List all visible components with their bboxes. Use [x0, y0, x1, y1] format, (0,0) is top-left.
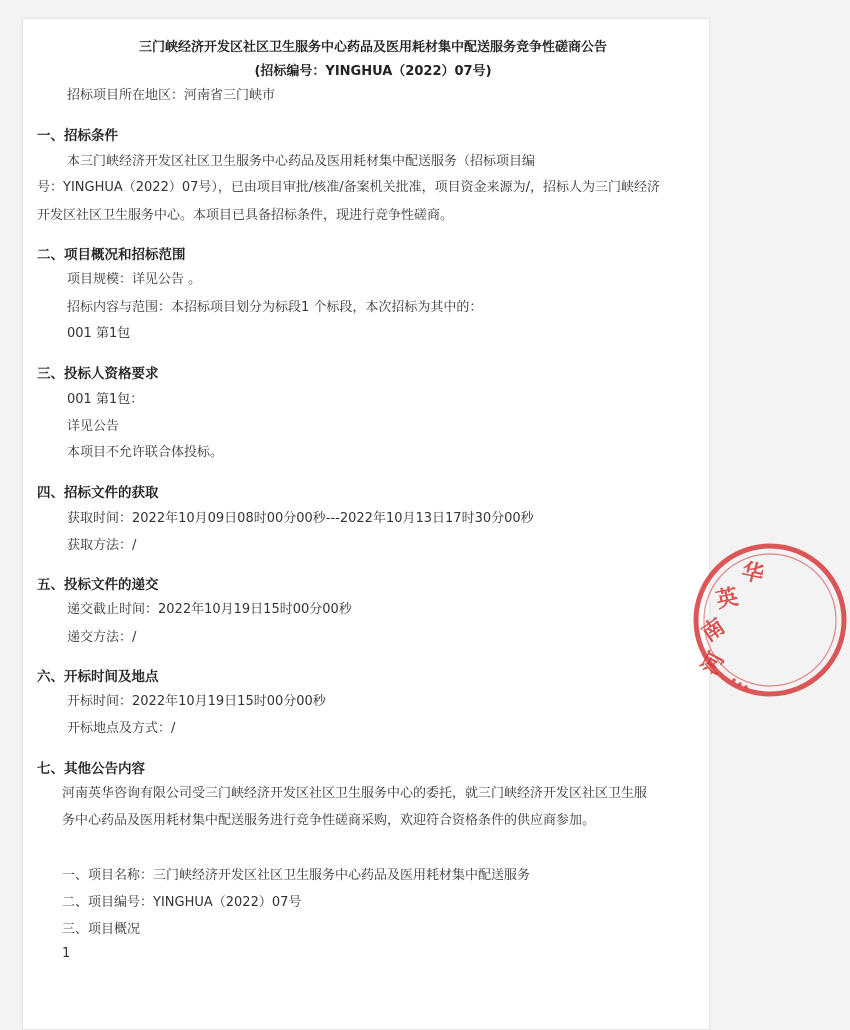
tender-number-title: (招标编号：YINGHUA（2022）07号) [254, 64, 492, 79]
section-4-line-1: 获取时间：2022年10月09日08时00分00秒---2022年10月13日17时30分00秒 [67, 511, 534, 526]
section-6-line-1: 开标时间：2022年10月19日15时00分00秒 [67, 694, 326, 709]
section-7-line-4: 二、项目编号：YINGHUA（2022）07号 [62, 895, 302, 910]
project-region: 招标项目所在地区：河南省三门峡市 [67, 88, 276, 103]
section-heading-3: 三、投标人资格要求 [37, 366, 159, 382]
svg-text:南: 南 [697, 614, 730, 648]
section-heading-7: 七、其他公告内容 [37, 761, 145, 777]
section-1-line-1: 本三门峡经济开发区社区卫生服务中心药品及医用耗材集中配送服务（招标项目编 [67, 154, 536, 169]
section-heading-5: 五、投标文件的递交 [37, 577, 159, 593]
svg-text:华: 华 [739, 559, 767, 589]
section-2-line-2: 招标内容与范围：本招标项目划分为标段1 个标段，本次招标为其中的： [67, 300, 483, 315]
section-7-line-2: 务中心药品及医用耗材集中配送服务进行竞争性磋商采购，欢迎符合资格条件的供应商参加。 [62, 813, 596, 828]
svg-text:英: 英 [713, 584, 741, 614]
section-heading-1: 一、招标条件 [37, 128, 118, 144]
section-5-line-2: 递交方法：/ [67, 630, 137, 645]
section-6-line-2: 开标地点及方式：/ [67, 721, 176, 736]
company-seal-icon [690, 540, 850, 700]
section-heading-2: 二、项目概况和招标范围 [37, 247, 186, 263]
section-heading-6: 六、开标时间及地点 [37, 669, 159, 685]
section-1-line-3: 开发区社区卫生服务中心。本项目已具备招标条件，现进行竞争性磋商。 [37, 208, 454, 223]
section-2-line-1: 项目规模：详见公告 。 [67, 272, 202, 287]
section-7-line-1: 河南英华咨询有限公司受三门峡经济开发区社区卫生服务中心的委托，就三门峡经济开发区社区卫生服 [62, 786, 648, 801]
section-3-line-3: 本项目不允许联合体投标。 [67, 445, 224, 460]
document-title: 三门峡经济开发区社区卫生服务中心药品及医用耗材集中配送服务竞争性磋商公告 [138, 40, 607, 55]
section-7-line-5: 三、项目概况 [62, 922, 141, 937]
section-1-line-2: 号：YINGHUA（2022）07号），已由项目审批/核准/备案机关批准，项目资金来源为/，招标人为三门峡经济 [37, 180, 661, 195]
section-2-line-3: 001 第1包 [67, 326, 131, 341]
section-heading-4: 四、招标文件的获取 [37, 485, 159, 501]
section-3-line-1: 001 第1包： [67, 392, 144, 407]
section-3-line-2: 详见公告 [67, 419, 120, 434]
section-4-line-2: 获取方法：/ [67, 538, 137, 553]
section-7-line-6: 1 [62, 946, 71, 961]
section-5-line-1: 递交截止时间：2022年10月19日15时00分00秒 [67, 602, 352, 617]
section-7-line-3: 一、项目名称：三门峡经济开发区社区卫生服务中心药品及医用耗材集中配送服务 [62, 868, 531, 883]
svg-text:河: 河 [697, 648, 731, 680]
